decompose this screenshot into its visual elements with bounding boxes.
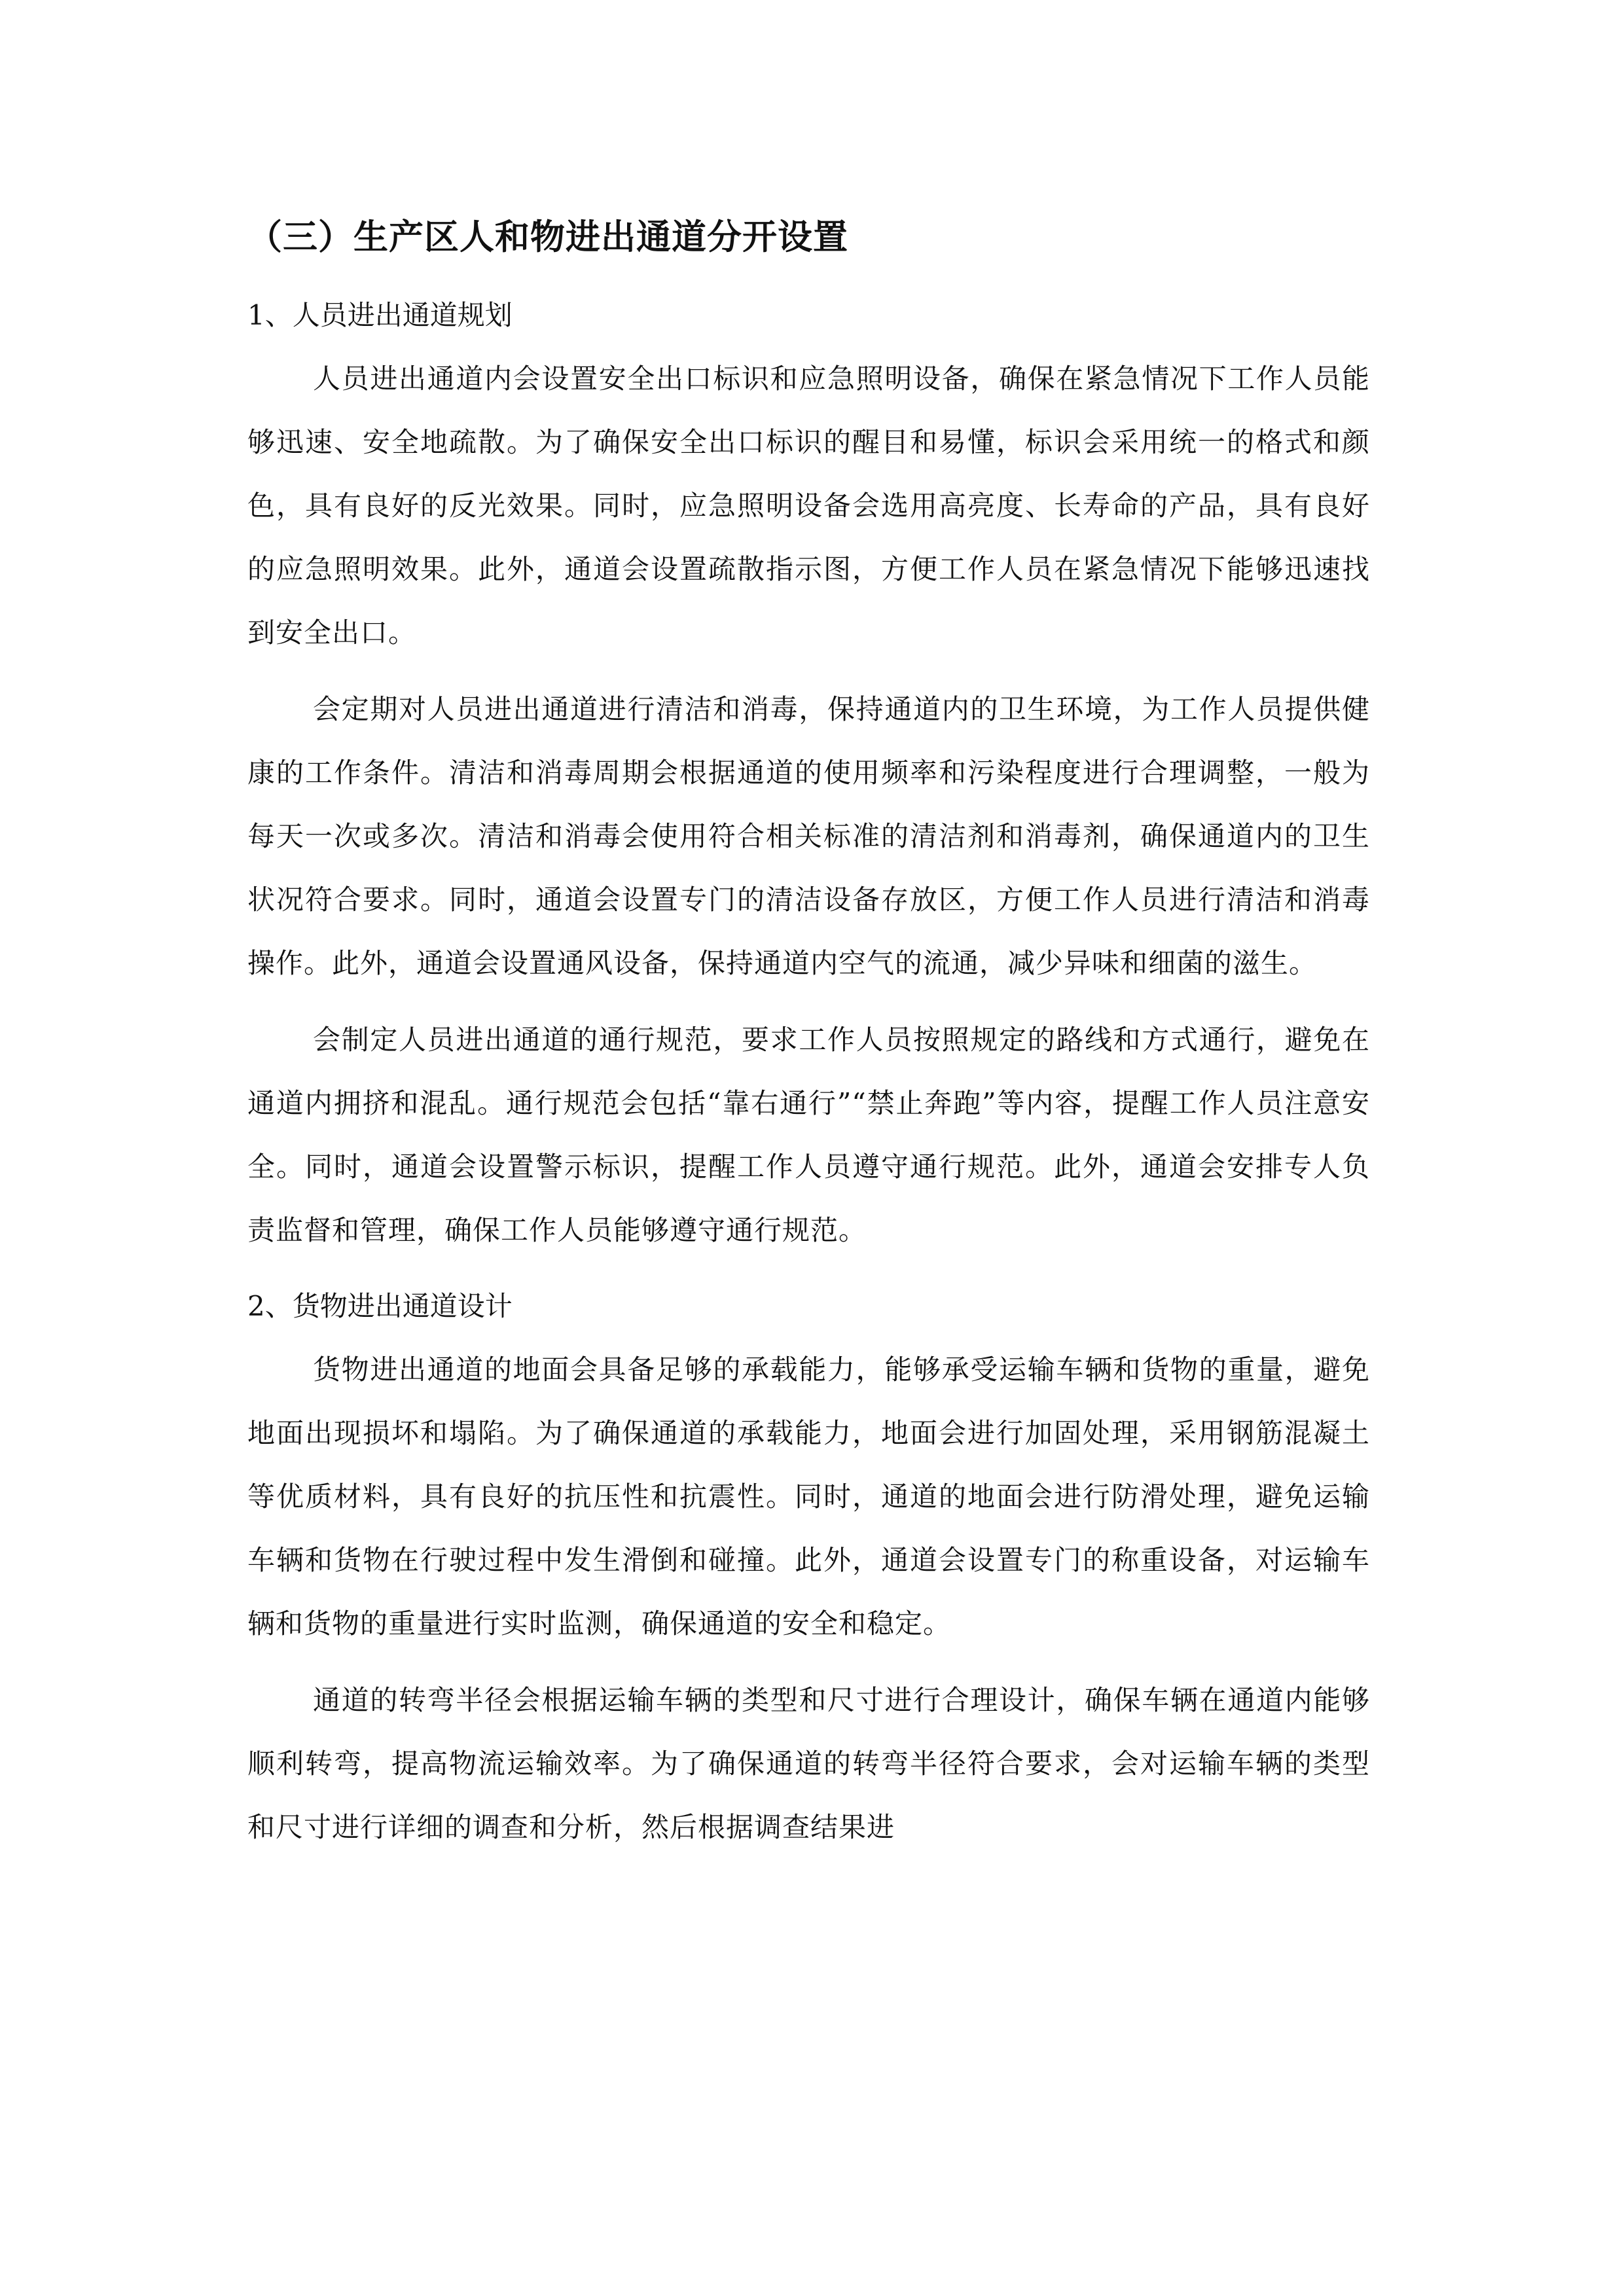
section-title: （三）生产区人和物进出通道分开设置: [247, 217, 848, 257]
paragraph: 会制定人员进出通道的通行规范，要求工作人员按照规定的路线和方式通行，避免在通道内拥挤和混乱。通行规范会包括“靠右通行”“禁止奔跑”等内容，提醒工作人员注意安全。同时，通道会设置警示标识，提醒工作人员遵守通行规范。此外，通道会安排专人负责监督和管理，确保工作人员能够遵守通行规范。: [247, 1024, 1370, 1246]
subsection-heading-personnel: 1、人员进出通道规划: [247, 299, 513, 331]
page-content: [247, 211, 1370, 1872]
subsection-heading-goods: 2、货物进出通道设计: [247, 1290, 513, 1322]
paragraph: 人员进出通道内会设置安全出口标识和应急照明设备，确保在紧急情况下工作人员能够迅速、安全地疏散。为了确保安全出口标识的醒目和易懂，标识会采用统一的格式和颜色，具有良好的反光效果。同时，应急照明设备会选用高亮度、长寿命的产品，具有良好的应急照明效果。此外，通道会设置疏散指示图，方便工作人员在紧急情况下能够迅速找到安全出口。: [247, 363, 1370, 649]
paragraph: 会定期对人员进出通道进行清洁和消毒，保持通道内的卫生环境，为工作人员提供健康的工作条件。清洁和消毒周期会根据通道的使用频率和污染程度进行合理调整，一般为每天一次或多次。清洁和消毒会使用符合相关标准的清洁剂和消毒剂，确保通道内的卫生状况符合要求。同时，通道会设置专门的清洁设备存放区，方便工作人员进行清洁和消毒操作。此外，通道会设置通风设备，保持通道内空气的流通，减少异味和细菌的滋生。: [247, 693, 1370, 979]
paragraph: 通道的转弯半径会根据运输车辆的类型和尺寸进行合理设计，确保车辆在通道内能够顺利转弯，提高物流运输效率。为了确保通道的转弯半径符合要求，会对运输车辆的类型和尺寸进行详细的调查和分析，然后根据调查结果进: [247, 1684, 1370, 1843]
paragraph: 货物进出通道的地面会具备足够的承载能力，能够承受运输车辆和货物的重量，避免地面出现损坏和塌陷。为了确保通道的承载能力，地面会进行加固处理，采用钢筋混凝土等优质材料，具有良好的抗压性和抗震性。同时，通道的地面会进行防滑处理，避免运输车辆和货物在行驶过程中发生滑倒和碰撞。此外，通道会设置专门的称重设备，对运输车辆和货物的重量进行实时监测，确保通道的安全和稳定。: [247, 1354, 1370, 1640]
